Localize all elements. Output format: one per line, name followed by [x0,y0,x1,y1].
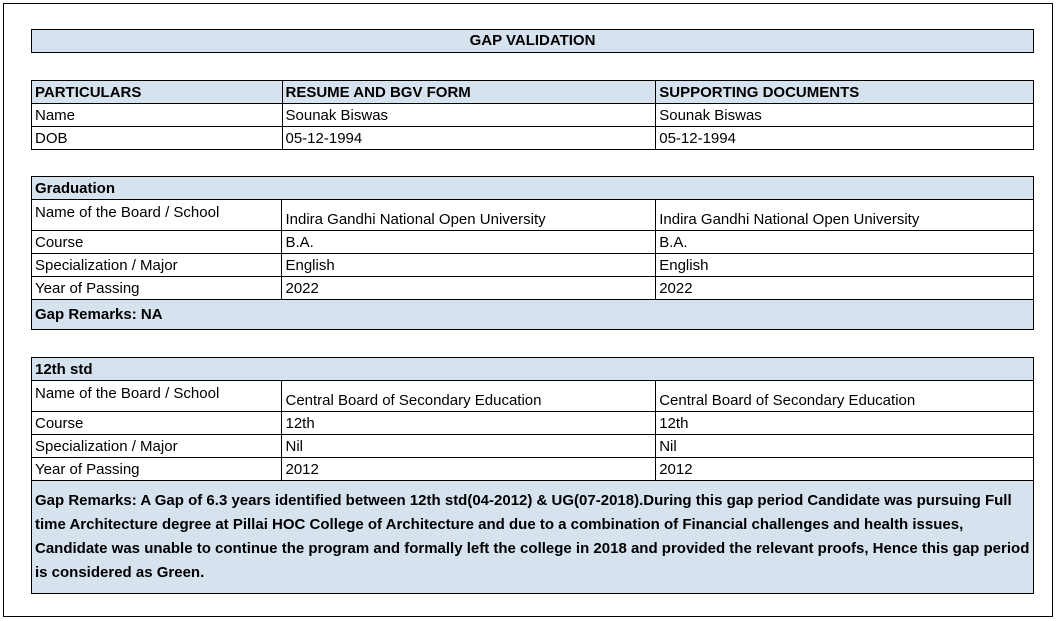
docs-value: 05-12-1994 [656,127,1034,150]
resume-value: Nil [282,435,656,458]
docs-value: English [656,254,1034,277]
table-row-dob [32,127,1034,150]
row-label: Name of the Board / School [32,200,282,231]
row-label: Year of Passing [32,458,282,481]
table-row-board [32,200,1034,231]
graduation-table [31,176,1034,330]
table-row-year [32,458,1034,481]
resume-value: 05-12-1994 [282,127,656,150]
row-label: Specialization / Major [32,435,282,458]
table-row-course [32,412,1034,435]
docs-value: Nil [656,435,1034,458]
docs-value: Sounak Biswas [656,104,1034,127]
resume-value: 2012 [282,458,656,481]
gap-remarks-row [32,481,1034,594]
page-title: GAP VALIDATION [31,29,1034,53]
table-row-course [32,231,1034,254]
resume-value: Central Board of Secondary Education [282,381,656,412]
twelfth-table [31,357,1034,594]
header-particulars: PARTICULARS [32,81,283,104]
docs-value: Indira Gandhi National Open University [656,200,1034,231]
resume-value: English [282,254,656,277]
table-header-row [32,81,1034,104]
table-row-year [32,277,1034,300]
gap-remarks: Gap Remarks: A Gap of 6.3 years identified between 12th std(04-2012) & UG(07-2018).During this gap period Candidate was pursuing Full time Architecture degree at Pillai HOC College of Architecture and due to a combination of Financial challenges and health issues, Candidate was unable to continue the program and formally left the college in 2018 and provided the relevant proofs, Hence this gap period is considered as Green. [32,481,1034,594]
section-title: 12th std [32,358,1034,381]
row-label: Specialization / Major [32,254,282,277]
section-title: Graduation [32,177,1034,200]
resume-value: Sounak Biswas [282,104,656,127]
docs-value: Central Board of Secondary Education [656,381,1034,412]
table-row-name [32,104,1034,127]
resume-value: 12th [282,412,656,435]
document-frame [3,3,1053,617]
docs-value: 12th [656,412,1034,435]
row-label: Name [32,104,283,127]
gap-remarks: Gap Remarks: NA [32,300,1034,330]
header-resume-bgv: RESUME AND BGV FORM [282,81,656,104]
docs-value: 2012 [656,458,1034,481]
row-label: Name of the Board / School [32,381,282,412]
resume-value: B.A. [282,231,656,254]
table-row-board [32,381,1034,412]
row-label: Year of Passing [32,277,282,300]
section-header-graduation [32,177,1034,200]
personal-details-table [31,80,1034,150]
docs-value: 2022 [656,277,1034,300]
resume-value: Indira Gandhi National Open University [282,200,656,231]
gap-remarks-row [32,300,1034,330]
header-supporting-docs: SUPPORTING DOCUMENTS [656,81,1034,104]
resume-value: 2022 [282,277,656,300]
row-label: Course [32,231,282,254]
table-row-specialization [32,435,1034,458]
table-row-specialization [32,254,1034,277]
row-label: DOB [32,127,283,150]
row-label: Course [32,412,282,435]
docs-value: B.A. [656,231,1034,254]
section-header-12th [32,358,1034,381]
